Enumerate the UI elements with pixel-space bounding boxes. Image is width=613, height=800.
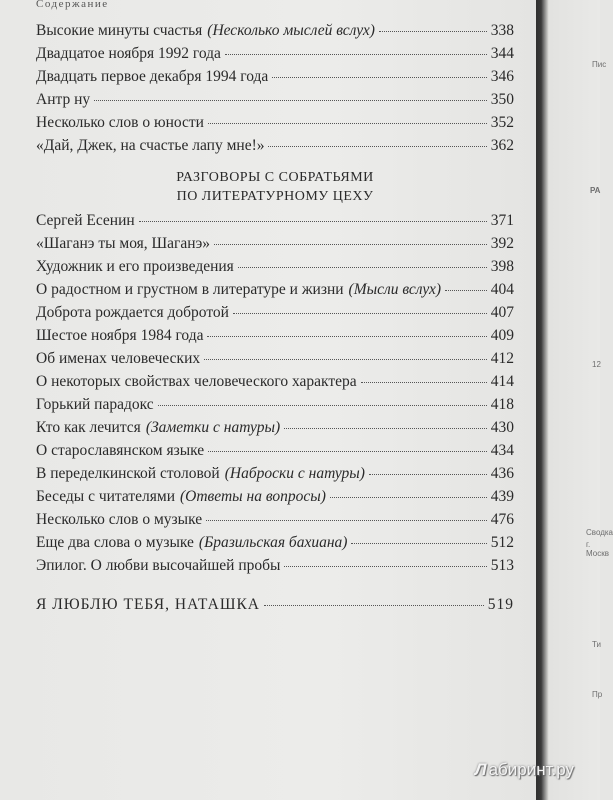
- toc-entry: [36, 488, 514, 512]
- toc-entry-final: [36, 596, 514, 620]
- toc-entry-subtitle: (Несколько мыслей вслух): [207, 22, 375, 39]
- toc-entry-page: 519: [487, 596, 514, 613]
- edge-text-fragment: Ти: [592, 640, 602, 649]
- toc-entry-title: О некоторых свойствах человеческого характера: [36, 373, 357, 390]
- toc-entry-page: 476: [490, 511, 514, 528]
- edge-text-fragment: Пр: [592, 690, 603, 699]
- toc-entry-page: 409: [490, 327, 514, 344]
- toc-entry-subtitle: (Ответы на вопросы): [180, 488, 326, 505]
- toc-entry-page: 344: [490, 45, 514, 62]
- toc-entry-title: Художник и его произведения: [36, 258, 234, 275]
- leader-dots: [206, 519, 487, 521]
- toc-entry: [36, 281, 514, 305]
- toc-entry-title: Доброта рождается добротой: [36, 304, 229, 321]
- toc-entry-page: 513: [490, 557, 514, 574]
- toc-entry: [36, 327, 514, 351]
- toc-entry-subtitle: (Мысли вслух): [348, 281, 442, 298]
- toc-entry-page: 512: [490, 534, 514, 551]
- toc-entry: [36, 22, 514, 46]
- toc-entry-title: «Дай, Джек, на счастье лапу мне!»: [36, 137, 265, 154]
- toc-entry: [36, 258, 514, 282]
- toc-entry: [36, 45, 514, 69]
- toc-entry-page: 434: [490, 442, 514, 459]
- leader-dots: [268, 145, 486, 147]
- toc-entry-title: О радостном и грустном в литературе и жизни: [36, 281, 344, 298]
- leader-dots: [351, 542, 486, 544]
- adjacent-page-edge: [536, 0, 613, 800]
- section-heading-line2: ПО ЛИТЕРАТУРНОМУ ЦЕХУ: [176, 189, 374, 204]
- toc-entry: [36, 137, 514, 161]
- toc-entry-page: 338: [490, 22, 514, 39]
- toc-entry-title: Двадцатое ноября 1992 года: [36, 45, 221, 62]
- toc-entry-title: Несколько слов о музыке: [36, 511, 203, 528]
- toc-entry-page: 371: [490, 212, 514, 229]
- leader-dots: [330, 496, 487, 498]
- leader-dots: [204, 358, 487, 360]
- leader-dots: [94, 99, 487, 101]
- leader-dots: [208, 450, 487, 452]
- toc-entry-page: 346: [490, 68, 514, 85]
- labirint-logo-icon: Л: [474, 760, 487, 779]
- toc-entry-page: 362: [490, 137, 514, 154]
- toc-entry-page: 418: [490, 396, 514, 413]
- toc-entry: [36, 534, 514, 558]
- running-header: Содержание: [36, 0, 109, 10]
- toc-entry: [36, 396, 514, 420]
- toc-entry-title: Высокие минуты счастья: [36, 22, 203, 39]
- leader-dots: [214, 243, 487, 245]
- toc-entry-page: 439: [490, 488, 514, 505]
- toc-entry-title: Еще два слова о музыке: [36, 534, 194, 551]
- edge-text-fragment: Сводка: [586, 528, 613, 537]
- toc-entry-page: 414: [490, 373, 514, 390]
- toc-entry: [36, 511, 514, 535]
- toc-entry-page: 350: [490, 91, 514, 108]
- toc-entry-title: Горький парадокс: [36, 396, 154, 413]
- toc-entry-page: 407: [490, 304, 514, 321]
- leader-dots: [445, 289, 487, 291]
- toc-entry-title: Антр ну: [36, 91, 91, 108]
- leader-dots: [233, 312, 487, 314]
- toc-entry-page: 412: [490, 350, 514, 367]
- toc-entry-subtitle: (Бразильская бахиана): [198, 534, 348, 551]
- toc-entry-title: Эпилог. О любви высочайшей пробы: [36, 557, 281, 574]
- edge-text-fragment: 12: [592, 360, 601, 369]
- leader-dots: [264, 604, 484, 606]
- watermark-text: абиринт.ру: [488, 760, 574, 779]
- toc-entry-title: Шестое ноября 1984 года: [36, 327, 204, 344]
- toc-entry-title: Беседы с читателями: [36, 488, 175, 505]
- leader-dots: [139, 220, 487, 222]
- leader-dots: [369, 473, 487, 475]
- leader-dots: [238, 266, 487, 268]
- toc-entry: [36, 304, 514, 328]
- leader-dots: [361, 381, 487, 383]
- toc-entry: [36, 91, 514, 115]
- toc-entry: [36, 557, 514, 581]
- toc-entry-title: Я ЛЮБЛЮ ТЕБЯ, НАТАШКА: [36, 596, 260, 613]
- toc-entry: [36, 114, 514, 138]
- edge-text-fragment: г. Москв: [586, 540, 609, 558]
- watermark-logo: [475, 760, 574, 780]
- toc-entry: [36, 465, 514, 489]
- leader-dots: [158, 404, 487, 406]
- toc-entry-title: Об именах человеческих: [36, 350, 201, 367]
- toc-entry: [36, 68, 514, 92]
- leader-dots: [284, 427, 487, 429]
- leader-dots: [284, 565, 486, 567]
- section-heading: [36, 168, 514, 206]
- toc-entry-title: Двадцать первое декабря 1994 года: [36, 68, 269, 85]
- toc-entry-page: 430: [490, 419, 514, 436]
- leader-dots: [225, 53, 487, 55]
- toc-entry-title: Кто как лечится: [36, 419, 141, 436]
- leader-dots: [272, 76, 486, 78]
- toc-entry: [36, 235, 514, 259]
- section-heading-line1: РАЗГОВОРЫ С СОБРАТЬЯМИ: [176, 170, 374, 185]
- toc-entry: [36, 442, 514, 466]
- toc-entry-title: В переделкинской столовой: [36, 465, 220, 482]
- leader-dots: [208, 122, 487, 124]
- leader-dots: [207, 335, 486, 337]
- leader-dots: [379, 30, 487, 32]
- toc-entry-title: Несколько слов о юности: [36, 114, 204, 131]
- toc-entry: [36, 350, 514, 374]
- edge-text-fragment: Пис: [592, 60, 607, 69]
- toc-entry-title: О старославянском языке: [36, 442, 205, 459]
- toc-entry-page: 404: [490, 281, 514, 298]
- toc-entry-page: 352: [490, 114, 514, 131]
- toc-entry-page: 436: [490, 465, 514, 482]
- toc-entry-subtitle: (Наброски с натуры): [224, 465, 365, 482]
- toc-entry-page: 398: [490, 258, 514, 275]
- toc-entry-subtitle: (Заметки с натуры): [145, 419, 281, 436]
- toc-entry-page: 392: [490, 235, 514, 252]
- edge-text-fragment: РА: [590, 186, 601, 195]
- toc-entry: [36, 212, 514, 236]
- toc-entry: [36, 419, 514, 443]
- toc-entry-title: Сергей Есенин: [36, 212, 135, 229]
- toc-entry: [36, 373, 514, 397]
- toc-entry-title: «Шаганэ ты моя, Шаганэ»: [36, 235, 210, 252]
